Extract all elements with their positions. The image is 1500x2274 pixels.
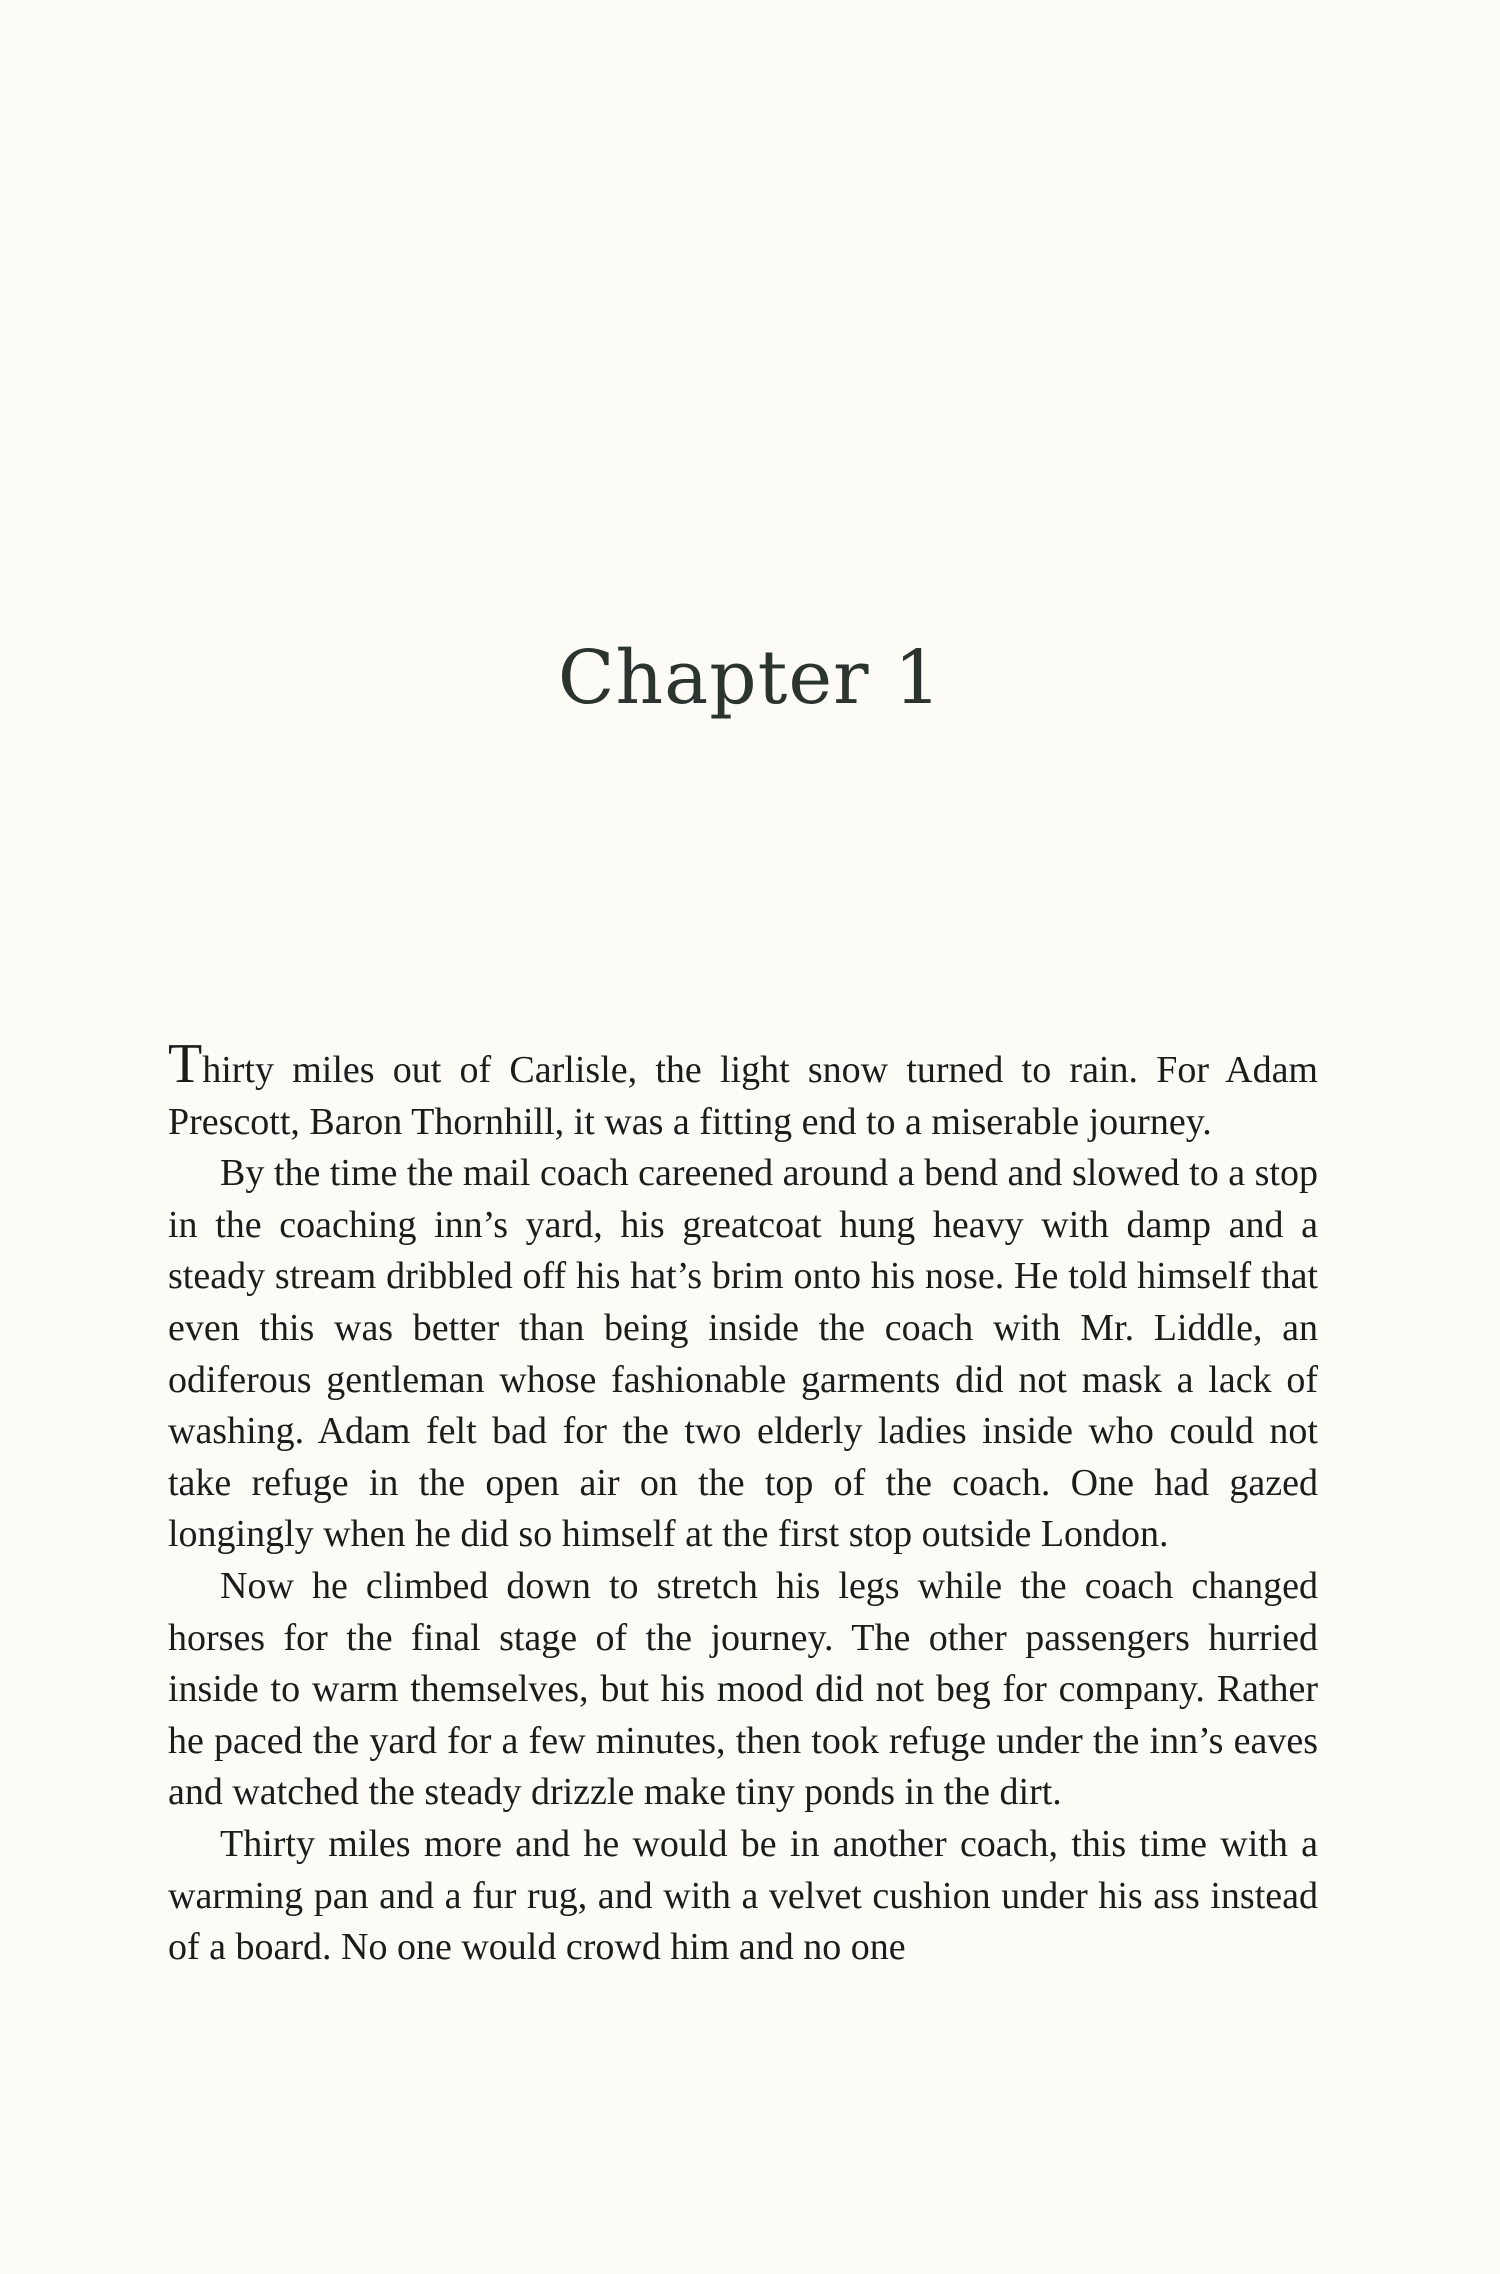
chapter-body xyxy=(168,1033,1318,1974)
paragraph-1 xyxy=(168,1033,1318,1148)
paragraph-1-text: hirty miles out of Carlisle, the light snow turned to rain. For Adam Prescott, Baron Thornhill, it was a fitting end to a miserable journey. xyxy=(168,1049,1318,1143)
paragraph-3: Now he climbed down to stretch his legs while the coach changed horses for the final stage of the journey. The other passengers hurried inside to warm themselves, but his mood did not beg for company. Rather he paced the yard for a few minutes, then took refuge under the inn’s eaves and watched the steady drizzle make tiny ponds in the dirt. xyxy=(168,1564,1318,1814)
chapter-title: Chapter 1 xyxy=(557,635,943,721)
paragraph-4: Thirty miles more and he would be in another coach, this time with a warming pan and a fur rug, and with a velvet cushion under his ass instead of a board. No one would crowd him and no one xyxy=(168,1822,1318,1969)
paragraph-2: By the time the mail coach careened around a bend and slowed to a stop in the coaching inn’s yard, his greatcoat hung heavy with damp and a steady stream dribbled off his hat’s brim onto his nose. He told himself that even this was better than being inside the coach with Mr. Liddle, an odiferous gentleman whose fashionable garments did not mask a lack of washing. Adam felt bad for the two elderly ladies inside who could not take refuge in the open air on the top of the coach. One had gazed longingly when he did so himself at the first stop outside London. xyxy=(168,1152,1318,1556)
drop-cap-letter: T xyxy=(168,1033,203,1095)
